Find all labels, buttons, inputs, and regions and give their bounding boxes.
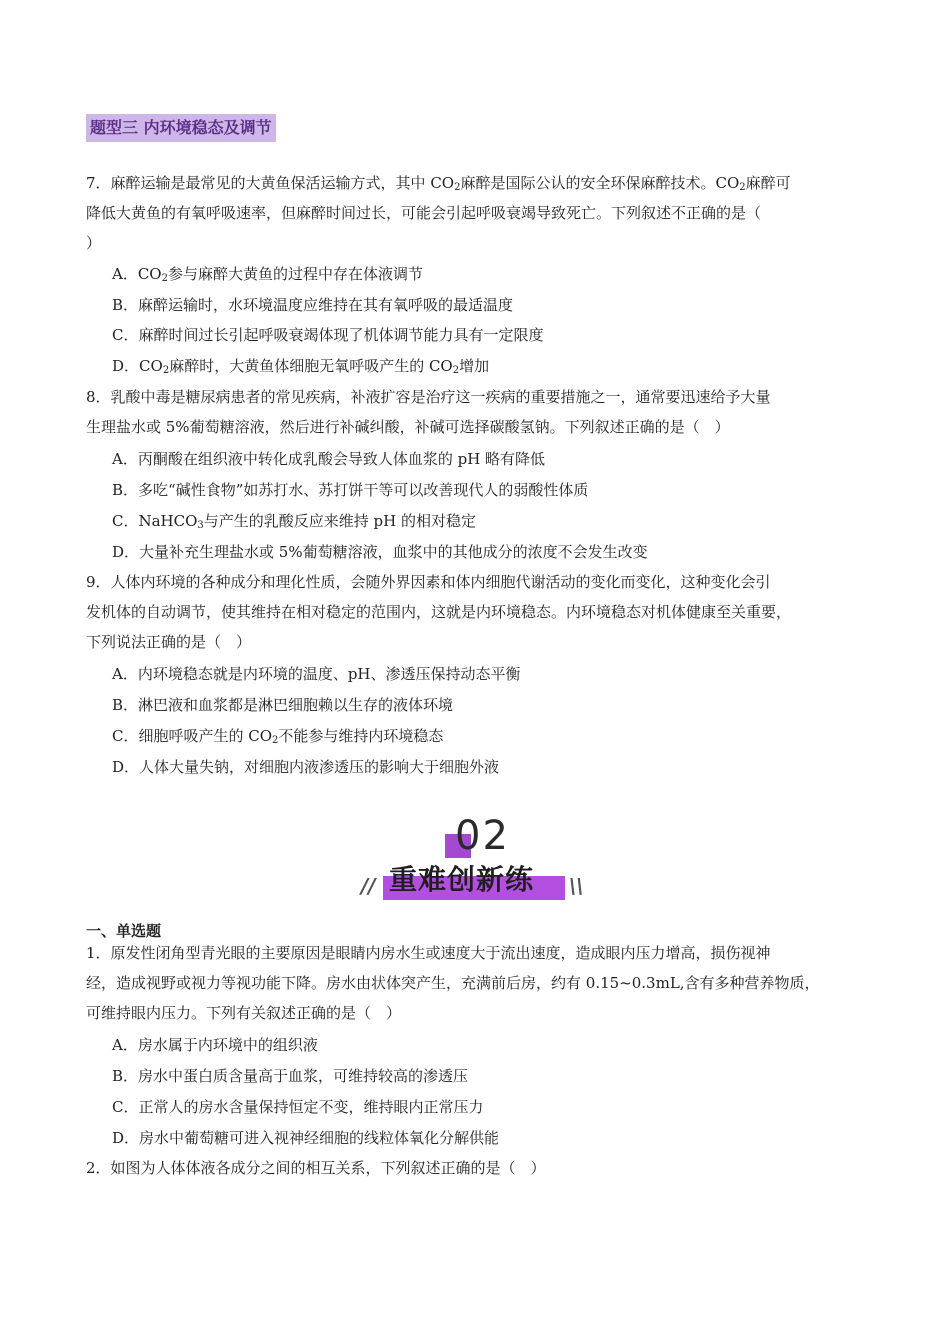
question-7-line-2: 降低大黄鱼的有氧呼吸速率，但麻醉时间过长，可能会引起呼吸衰竭导致死亡。下列叙述不正确的是（: [86, 204, 762, 222]
subheading-single-choice: 一、单选题: [86, 922, 162, 940]
question-7-option-d: D．$CO_2$麻醉时，大黄鱼体细胞无氧呼吸产生的 $CO_2$增加: [112, 357, 490, 376]
question-8-option-c: C．NaHCO$_3$与产生的乳酸反应来维持 pH 的相对稳定: [112, 512, 477, 531]
question-7-line-3: ）: [86, 234, 102, 252]
question-9-option-b: B．淋巴液和血浆都是淋巴细胞赖以生存的液体环境: [112, 696, 454, 714]
section-title: 题型三 内环境稳态及调节: [86, 114, 276, 142]
question-7-option-c: C．麻醉时间过长引起呼吸衰竭体现了机体调节能力具有一定限度: [112, 326, 544, 344]
question-1-option-b: B．房水中蛋白质含量高于血浆，可维持较高的渗透压: [112, 1067, 469, 1085]
question-9-option-c: C．细胞呼吸产生的 $CO_2$不能参与维持内环境稳态: [112, 727, 444, 746]
banner-title: 重难创新练: [389, 863, 535, 896]
question-8-option-d: D．大量补充生理盐水或 5%葡萄糖溶液，血浆中的其他成分的浓度不会发生改变: [112, 543, 648, 561]
question-9-line-3: 下列说法正确的是（ ）: [86, 633, 252, 651]
banner-number: 02: [455, 813, 510, 859]
question-9-line-2: 发机体的自动调节，使其维持在相对稳定的范围内，这就是内环境稳态。内环境稳态对机体健康至关重要，: [86, 603, 792, 621]
question-1-line-1: 1．原发性闭角型青光眼的主要原因是眼睛内房水生或速度大于流出速度，造成眼内压力增高，损伤视神: [86, 944, 771, 962]
question-8-line-1: 8．乳酸中毒是糖尿病患者的常见疾病，补液扩容是治疗这一疾病的重要措施之一，通常要迅速给予大量: [86, 388, 771, 406]
question-7-option-b: B．麻醉运输时，水环境温度应维持在其有氧呼吸的最适温度: [112, 296, 514, 314]
question-1-option-c: C．正常人的房水含量保持恒定不变，维持眼内正常压力: [112, 1098, 484, 1116]
section-banner: [355, 814, 595, 904]
banner-slash-left: //: [361, 874, 376, 898]
question-1-option-d: D．房水中葡萄糖可进入视神经细胞的线粒体氧化分解供能: [112, 1129, 500, 1147]
question-1-line-2: 经，造成视野或视力等视功能下降。房水由状体突产生，充满前后房，约有 0.15~0.3mL,含有多种营养物质，: [86, 974, 820, 992]
question-8-option-b: B．多吃“碱性食物”如苏打水、苏打饼干等可以改善现代人的弱酸性体质: [112, 481, 589, 499]
banner-slash-right: \\: [569, 874, 584, 898]
question-8-line-2: 生理盐水或 5%葡萄糖溶液，然后进行补碱纠酸，补碱可选择碳酸氢钠。下列叙述正确的是（ ）: [86, 418, 730, 436]
question-1-line-3: 可维持眼内压力。下列有关叙述正确的是（ ）: [86, 1004, 402, 1022]
question-9-option-a: A．内环境稳态就是内环境的温度、pH、渗透压保持动态平衡: [112, 665, 521, 683]
question-2-line-1: 2．如图为人体体液各成分之间的相互关系，下列叙述正确的是（ ）: [86, 1159, 546, 1177]
question-7-option-a: A．$CO_2$参与麻醉大黄鱼的过程中存在体液调节: [112, 265, 423, 284]
question-9-option-d: D．人体大量失钠，对细胞内液渗透压的影响大于细胞外液: [112, 758, 500, 776]
question-8-option-a: A．丙酮酸在组织液中转化成乳酸会导致人体血浆的 pH 略有降低: [112, 450, 546, 468]
question-1-option-a: A．房水属于内环境中的组织液: [112, 1036, 318, 1054]
question-7-line-1: 7．麻醉运输是最常见的大黄鱼保活运输方式，其中 $CO_2$麻醉是国际公认的安全环保麻醉技术。$CO_2$麻醉可: [86, 174, 791, 193]
question-9-line-1: 9．人体内环境的各种成分和理化性质，会随外界因素和体内细胞代谢活动的变化而变化，这种变化会引: [86, 573, 771, 591]
